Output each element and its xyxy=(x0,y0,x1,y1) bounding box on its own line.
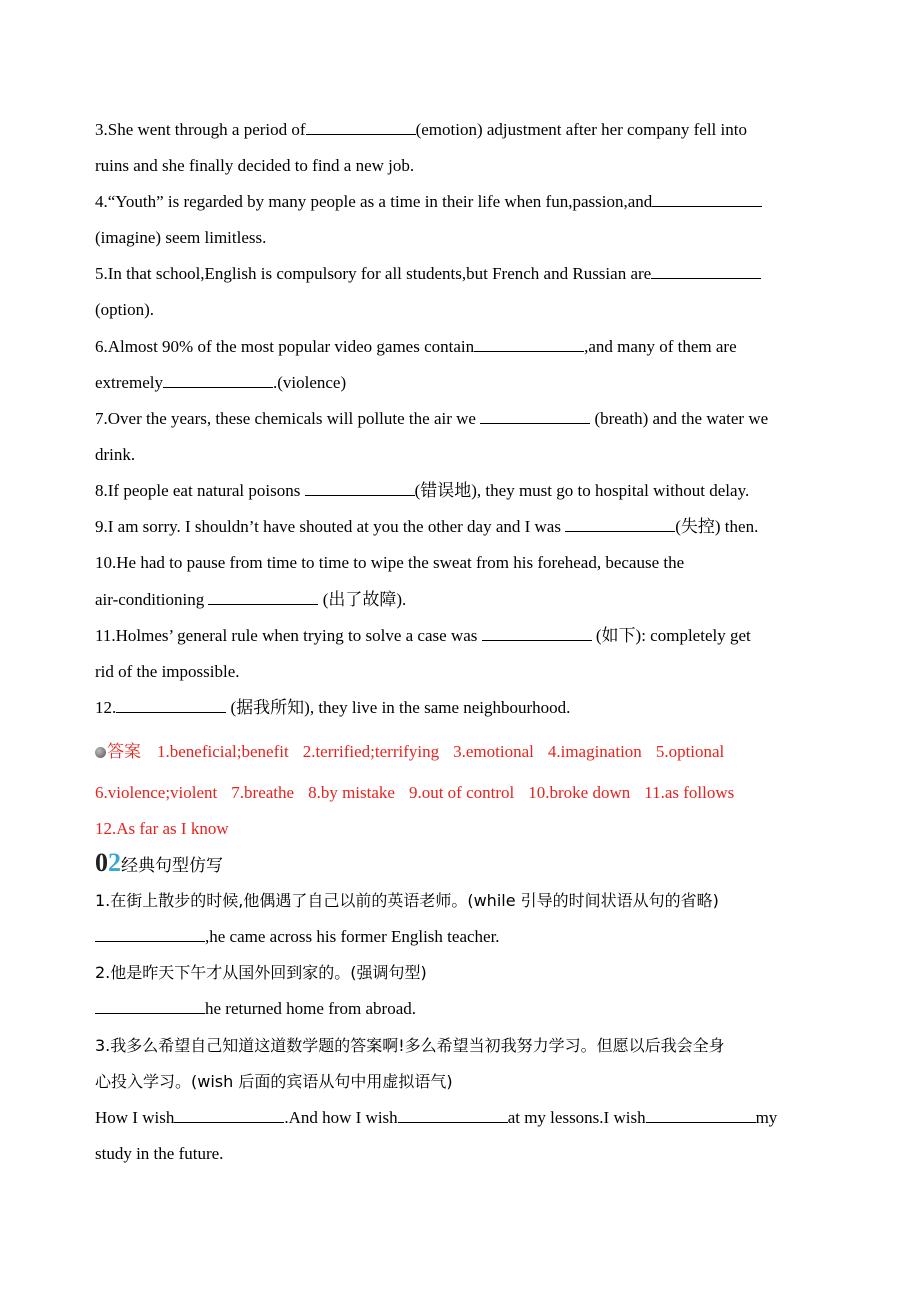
answers-line2 xyxy=(95,782,748,804)
exercise-7-line1: 7.Over the years, these chemicals will pollute the air we (breath) and the water we xyxy=(95,409,769,428)
answers-line3 xyxy=(95,818,243,840)
answer-item: 1.beneficial;benefit xyxy=(157,742,289,761)
exercise-9-line1: 9.I am sorry. I shouldn’t have shouted at you the other day and I was (失控) then. xyxy=(95,517,759,536)
answer-blank[interactable] xyxy=(482,625,592,641)
answers-label: 答案 xyxy=(107,742,141,762)
answer-item: 5.optional xyxy=(655,742,725,761)
pattern-3-line4: study in the future. xyxy=(95,1144,224,1163)
answer-blank[interactable] xyxy=(305,480,415,496)
pattern-3-line2: 心投入学习。(wish 后面的宾语从句中用虚拟语气) xyxy=(95,1072,453,1091)
answer-item: 10.broke down xyxy=(528,783,631,802)
exercise-5-line2: (option). xyxy=(95,300,155,319)
answer-blank[interactable] xyxy=(480,408,590,424)
exercise-8-line1: 8.If people eat natural poisons (错误地), they must go to hospital without delay. xyxy=(95,481,750,500)
answers-line1 xyxy=(95,741,738,763)
exercise-12-line1: 12. (据我所知), they live in the same neighbourhood. xyxy=(95,698,571,717)
answer-item: 12.As far as I know xyxy=(95,819,229,838)
answer-item: 2.terrified;terrifying xyxy=(302,742,440,761)
answer-blank[interactable] xyxy=(95,926,205,942)
answer-blank[interactable] xyxy=(174,1107,284,1123)
exercise-4-line2: (imagine) seem limitless. xyxy=(95,228,267,247)
answer-blank[interactable] xyxy=(398,1107,508,1123)
answer-item: 11.as follows xyxy=(644,783,735,802)
exercise-11-line2: rid of the impossible. xyxy=(95,662,240,681)
answer-blank[interactable] xyxy=(208,589,318,605)
answer-item: 7.breathe xyxy=(231,783,295,802)
answer-item: 3.emotional xyxy=(453,742,534,761)
answer-blank[interactable] xyxy=(651,263,761,279)
answer-blank[interactable] xyxy=(652,191,762,207)
answer-item: 4.imagination xyxy=(547,742,642,761)
pattern-1-line2: ,he came across his former English teacher. xyxy=(95,926,500,948)
exercise-10-line2: air-conditioning (出了故障). xyxy=(95,590,407,609)
answer-blank[interactable] xyxy=(163,372,273,388)
answer-blank[interactable] xyxy=(116,697,226,713)
pattern-2-line1: 2.他是昨天下午才从国外回到家的。(强调句型) xyxy=(95,963,427,982)
exercise-7-line2: drink. xyxy=(95,445,136,464)
exercise-6-line2: extremely .(violence) xyxy=(95,373,347,392)
answer-blank[interactable] xyxy=(306,119,416,135)
exercise-5-line1: 5.In that school,English is compulsory for all students,but French and Russian are xyxy=(95,263,761,285)
section-title: 经典句型仿写 xyxy=(121,856,223,876)
answer-item: 9.out of control xyxy=(408,783,515,802)
section-number: 02 xyxy=(95,848,121,877)
answer-blank[interactable] xyxy=(95,998,205,1014)
answer-bullet-icon xyxy=(95,747,106,758)
answer-item: 6.violence;violent xyxy=(95,783,218,802)
answer-blank[interactable] xyxy=(646,1107,756,1123)
exercise-11-line1: 11.Holmes’ general rule when trying to solve a case was (如下): completely get xyxy=(95,626,751,645)
section-heading xyxy=(95,848,223,881)
exercise-3-line2: ruins and she finally decided to find a new job. xyxy=(95,156,415,175)
pattern-1-line1: 1.在街上散步的时候,他偶遇了自己以前的英语老师。(while 引导的时间状语从句的省略) xyxy=(95,891,719,910)
exercise-3-line1: 3.She went through a period of (emotion) adjustment after her company fell into xyxy=(95,120,747,139)
answer-blank[interactable] xyxy=(565,516,675,532)
pattern-3-line3: How I wish .And how I wish at my lessons.I wish my xyxy=(95,1108,778,1127)
exercise-10-line1: 10.He had to pause from time to time to wipe the sweat from his forehead, because the xyxy=(95,553,685,572)
exercise-6-line1: 6.Almost 90% of the most popular video games contain ,and many of them are xyxy=(95,337,737,356)
exercise-4-line1: 4.“Youth” is regarded by many people as a time in their life when fun,passion,and xyxy=(95,191,762,213)
pattern-3-line1: 3.我多么希望自己知道这道数学题的答案啊!多么希望当初我努力学习。但愿以后我会全身 xyxy=(95,1036,725,1055)
answer-blank[interactable] xyxy=(474,336,584,352)
pattern-2-line2: he returned home from abroad. xyxy=(95,998,416,1020)
answer-item: 8.by mistake xyxy=(308,783,395,802)
